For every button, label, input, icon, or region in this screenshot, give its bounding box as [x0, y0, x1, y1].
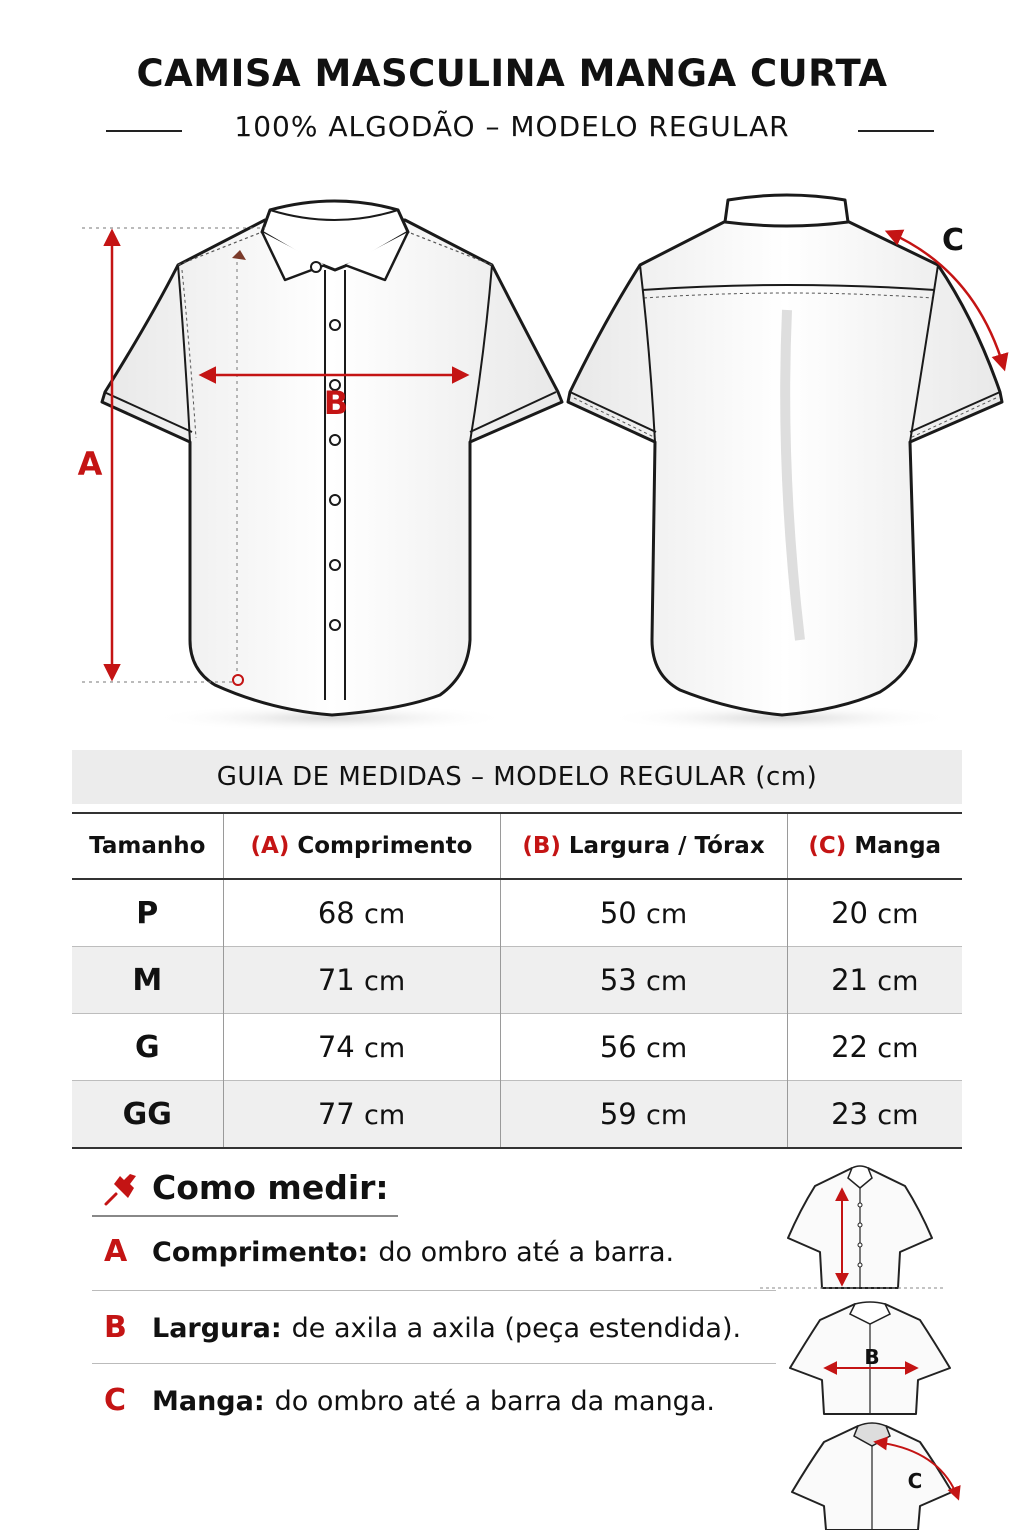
width-cell: 56 cm: [500, 1014, 787, 1081]
mini-b-label: B: [864, 1345, 880, 1369]
sleeve-cell: 20 cm: [787, 879, 962, 947]
length-cell: 71 cm: [223, 947, 500, 1014]
col-sleeve-header: (C) Manga: [787, 813, 962, 879]
table-row: [72, 1081, 962, 1149]
table-row: [72, 1014, 962, 1081]
table-row: [72, 879, 962, 947]
page-title: CAMISA MASCULINA MANGA CURTA: [136, 52, 888, 95]
width-cell: 53 cm: [500, 947, 787, 1014]
step-text: do ombro até a barra.: [378, 1237, 675, 1268]
mini-shirt-length-icon: [760, 1160, 960, 1290]
measure-a-label: A: [77, 445, 103, 483]
sleeve-cell: 23 cm: [787, 1081, 962, 1149]
step-key: B: [104, 1310, 127, 1345]
divider: [92, 1363, 776, 1364]
step-label: Comprimento:: [152, 1237, 369, 1268]
pin-icon: [100, 1170, 142, 1210]
mini-shirt-sleeve-icon: [780, 1420, 970, 1530]
length-cell: 77 cm: [223, 1081, 500, 1149]
step-text: do ombro até a barra da manga.: [274, 1386, 715, 1417]
length-cell: 68 cm: [223, 879, 500, 947]
shirt-measurement-diagram: [0, 170, 1024, 740]
front-shirt-illustration: [82, 201, 562, 732]
back-shirt-illustration: [568, 195, 1002, 732]
mini-c-label: C: [907, 1469, 923, 1493]
size-table: [72, 812, 962, 1149]
width-cell: 50 cm: [500, 879, 787, 947]
how-to-measure-underline: [92, 1215, 398, 1217]
step-b: [104, 1310, 804, 1345]
table-row: [72, 947, 962, 1014]
step-c: [104, 1383, 804, 1418]
col-length-header: (A) Comprimento: [223, 813, 500, 879]
size-cell: G: [134, 1029, 160, 1065]
col-size-header: Tamanho: [89, 833, 206, 859]
size-cell: GG: [72, 1081, 223, 1149]
mini-shirt-width-icon: [780, 1298, 960, 1416]
measure-b-label: B: [323, 384, 349, 422]
subtitle: 100% ALGODÃO – MODELO REGULAR: [234, 110, 790, 143]
how-to-measure-title: Como medir:: [152, 1168, 389, 1207]
step-label: Largura:: [152, 1313, 282, 1344]
measure-c-label: C: [941, 223, 965, 258]
table-header-row: [72, 813, 962, 879]
divider: [92, 1290, 776, 1291]
subtitle-rule-right: [858, 130, 934, 132]
step-a: [104, 1234, 804, 1269]
sleeve-cell: 22 cm: [787, 1014, 962, 1081]
width-cell: 59 cm: [500, 1081, 787, 1149]
size-cell: P: [136, 895, 159, 931]
col-width-header: (B) Largura / Tórax: [500, 813, 787, 879]
step-text: de axila a axila (peça estendida).: [291, 1313, 742, 1344]
size-guide-heading: GUIA DE MEDIDAS – MODELO REGULAR (cm): [72, 750, 962, 804]
sleeve-cell: 21 cm: [787, 947, 962, 1014]
step-key: C: [104, 1383, 127, 1418]
step-label: Manga:: [152, 1386, 265, 1417]
length-cell: 74 cm: [223, 1014, 500, 1081]
step-key: A: [104, 1234, 128, 1269]
size-cell: M: [72, 947, 223, 1014]
subtitle-row: [0, 110, 1024, 150]
